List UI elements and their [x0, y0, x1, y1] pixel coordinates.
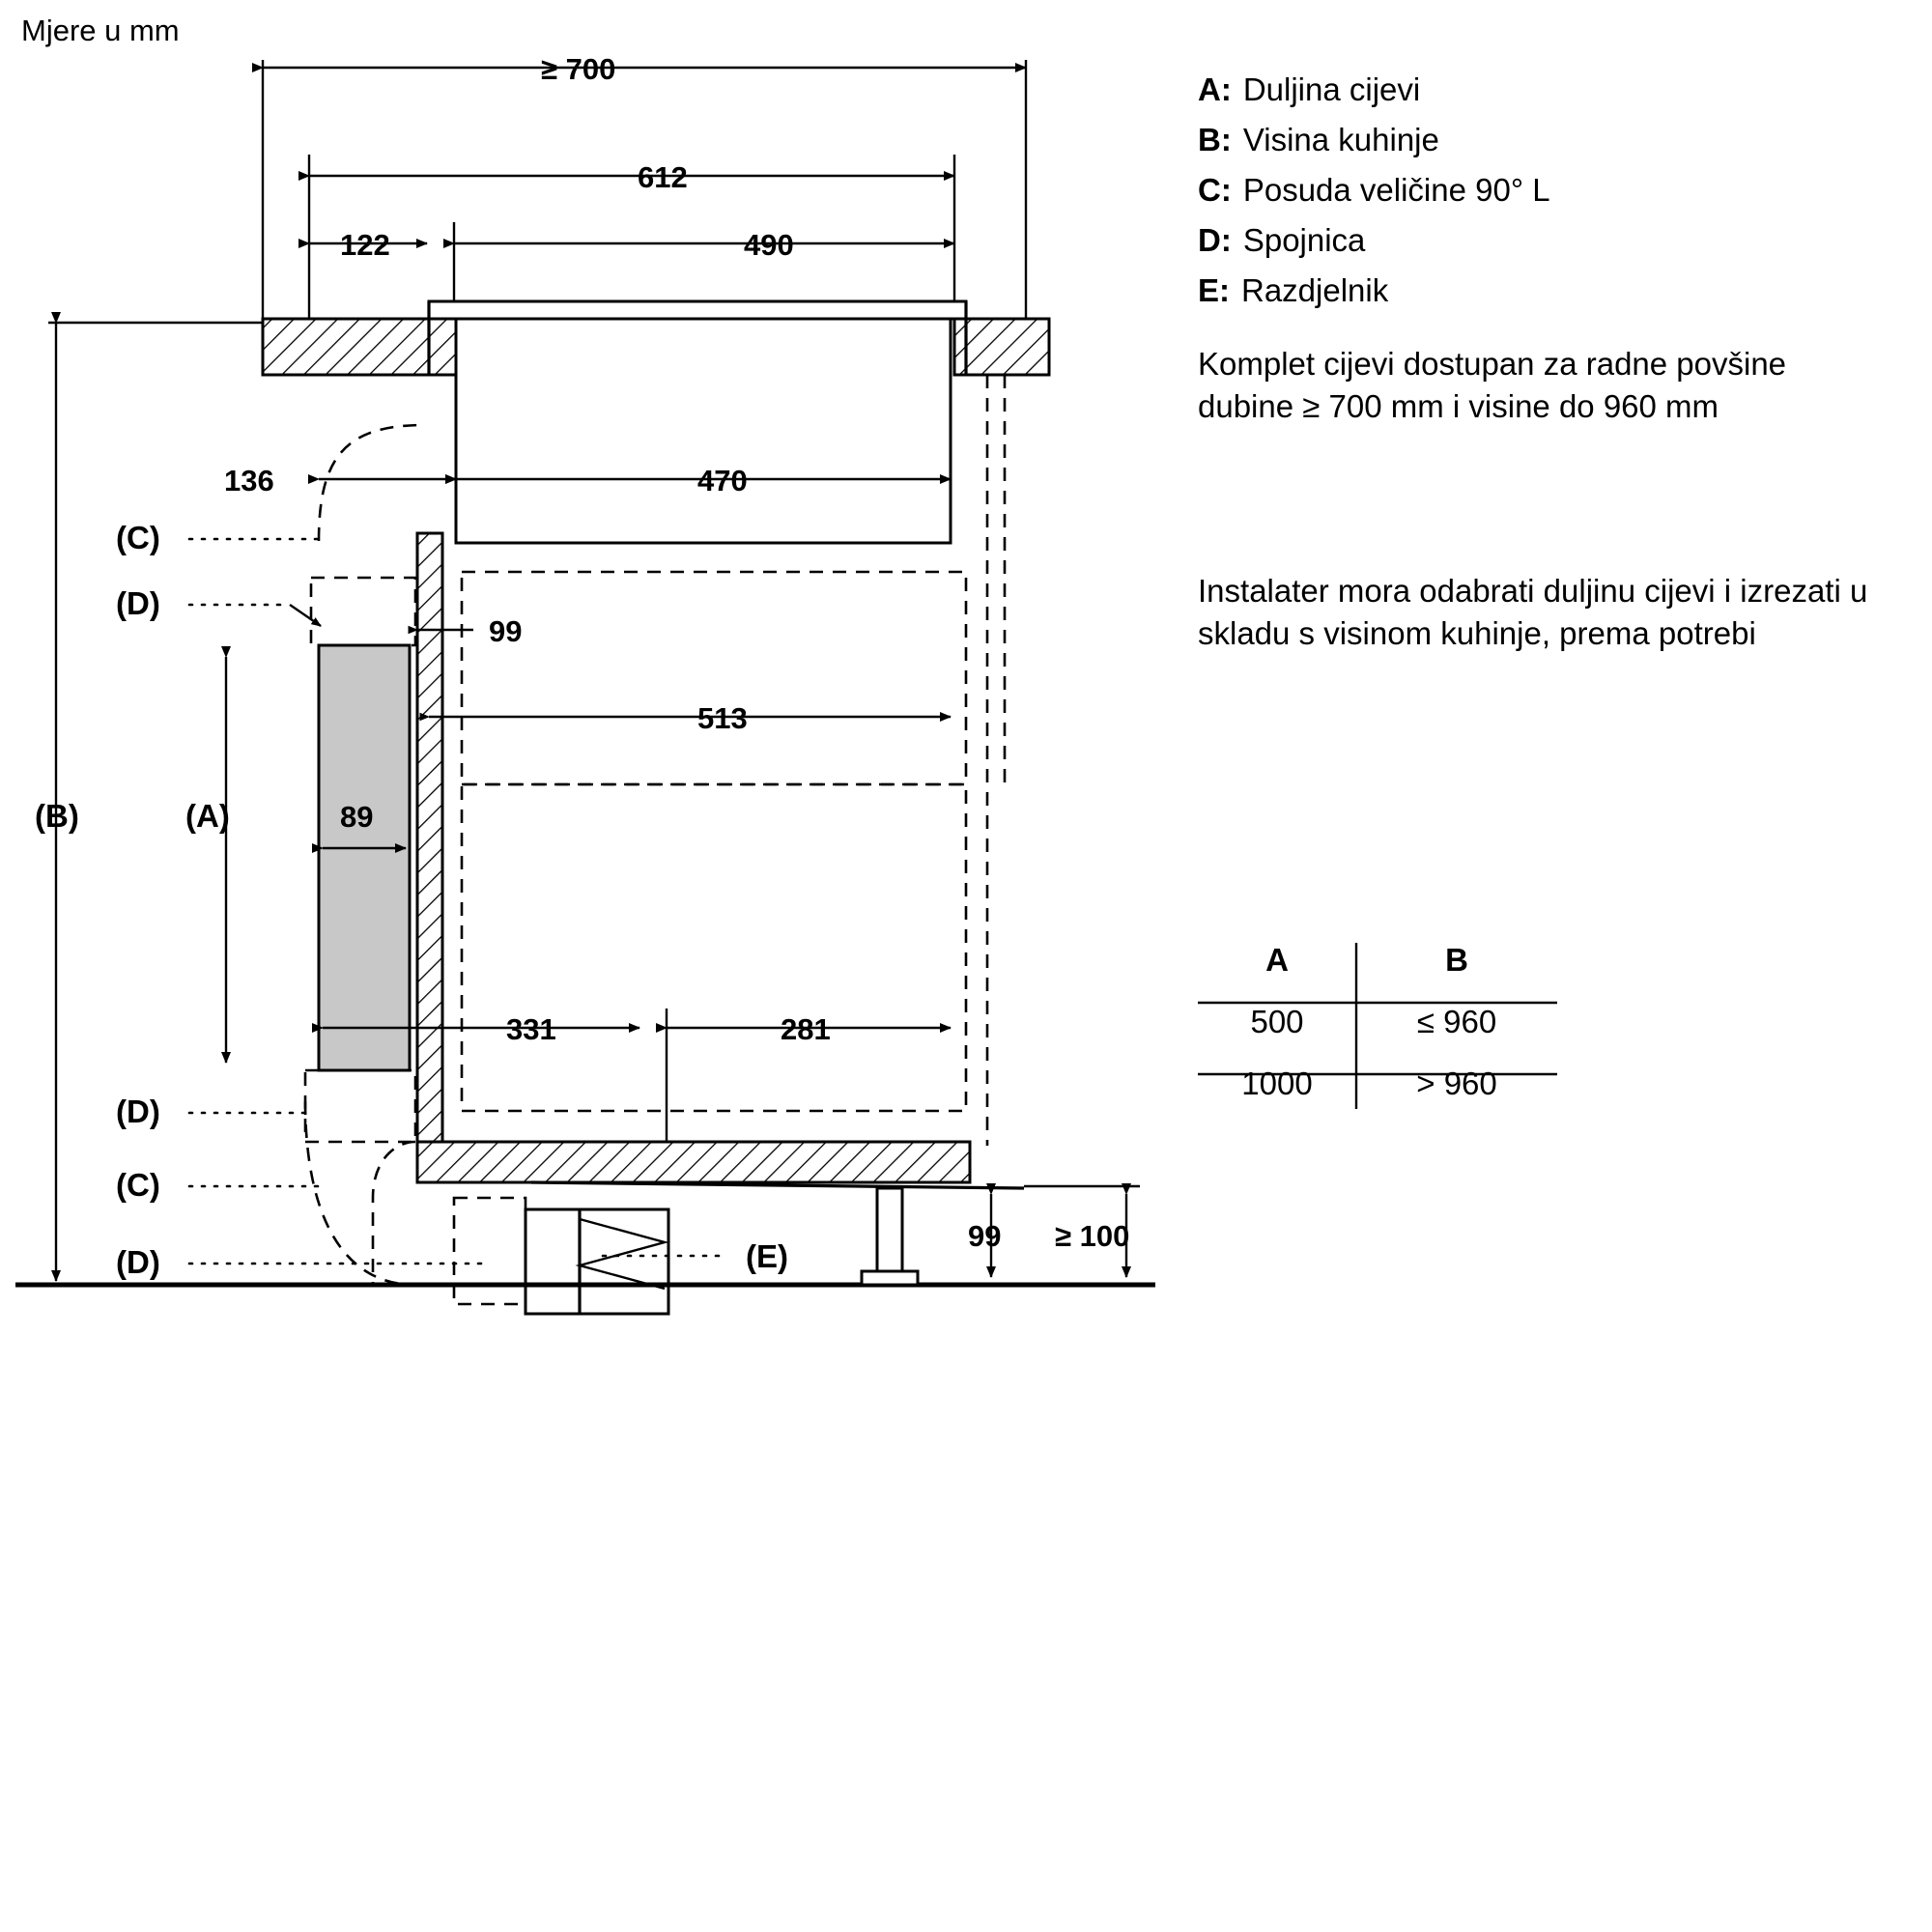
callout-c-lower: (C): [116, 1167, 160, 1203]
dim-99-top: 99: [489, 614, 523, 648]
table-cell-b-960gt: > 960: [1416, 1065, 1497, 1101]
support-foot: [862, 1271, 918, 1285]
dim-89: 89: [340, 800, 374, 834]
dim-99-bottom: 99: [968, 1219, 1002, 1253]
dim-281: 281: [781, 1012, 831, 1046]
ab-table: [1198, 942, 1565, 1102]
callout-d-lower-1: (D): [116, 1094, 160, 1129]
legend-item-d: D: Spojnica: [1198, 222, 1366, 258]
connector-d-lower-1: [305, 1070, 415, 1142]
inner-box-lower: [462, 784, 966, 1111]
dim-513: 513: [697, 701, 748, 735]
dim-612: 612: [638, 160, 688, 194]
legend-item-c: C: Posuda veličine 90° L: [1198, 172, 1550, 208]
worktop-right: [954, 319, 1049, 375]
dim-100: ≥ 100: [1055, 1219, 1130, 1253]
callout-e: (E): [746, 1238, 788, 1274]
connector-d-lower-2: [454, 1198, 526, 1304]
appliance-wall: [417, 533, 442, 1142]
table-header-a: A: [1265, 942, 1289, 978]
hob-top-plate: [429, 301, 966, 319]
pipe-a: [319, 645, 410, 1070]
table-cell-b-960le: ≤ 960: [1416, 1004, 1497, 1039]
table-header-b: B: [1445, 942, 1468, 978]
note-pipe-kit: Komplet cijevi dostupan za radne povšine dubine ≥ 700 mm i visine do 960 mm: [1198, 346, 1787, 424]
legend-list: [1198, 71, 1550, 308]
legend-item-a: A: Duljina cijevi: [1198, 71, 1421, 107]
callout-d-top: (D): [116, 585, 160, 621]
inner-box-upper: [462, 572, 966, 784]
dim-136: 136: [224, 464, 274, 497]
dim-470: 470: [697, 464, 748, 497]
dim-331: 331: [506, 1012, 556, 1046]
elbow-c-top: [319, 425, 425, 541]
dim-490: 490: [744, 228, 794, 262]
connector-d-top: [311, 578, 415, 645]
note-installer: Instalater mora odabrati duljinu cijevi i izrezati u skladu s visinom kuhinje, prema potrebi: [1198, 573, 1868, 651]
dim-top-width: ≥ 700: [541, 52, 616, 86]
support-leg: [877, 1188, 902, 1277]
callout-c-top: (C): [116, 520, 160, 555]
dim-122: 122: [340, 228, 390, 262]
callout-d-lower-2: (D): [116, 1244, 160, 1280]
table-row: [1198, 1065, 1565, 1102]
legend-item-e: E: Razdjelnik: [1198, 272, 1389, 308]
worktop-left: [263, 319, 456, 375]
elbow-c-lower: [305, 1101, 415, 1285]
table-cell-a-500: 500: [1250, 1004, 1304, 1039]
appliance-base: [417, 1142, 970, 1182]
legend-item-b: B: Visina kuhinje: [1198, 122, 1439, 157]
appliance-upper-body: [456, 319, 951, 543]
callout-a: (A): [185, 798, 230, 834]
table-cell-a-1000: 1000: [1241, 1065, 1313, 1101]
units-note: Mjere u mm: [21, 14, 180, 47]
table-row: [1198, 1004, 1565, 1040]
callout-b: (B): [35, 798, 79, 834]
